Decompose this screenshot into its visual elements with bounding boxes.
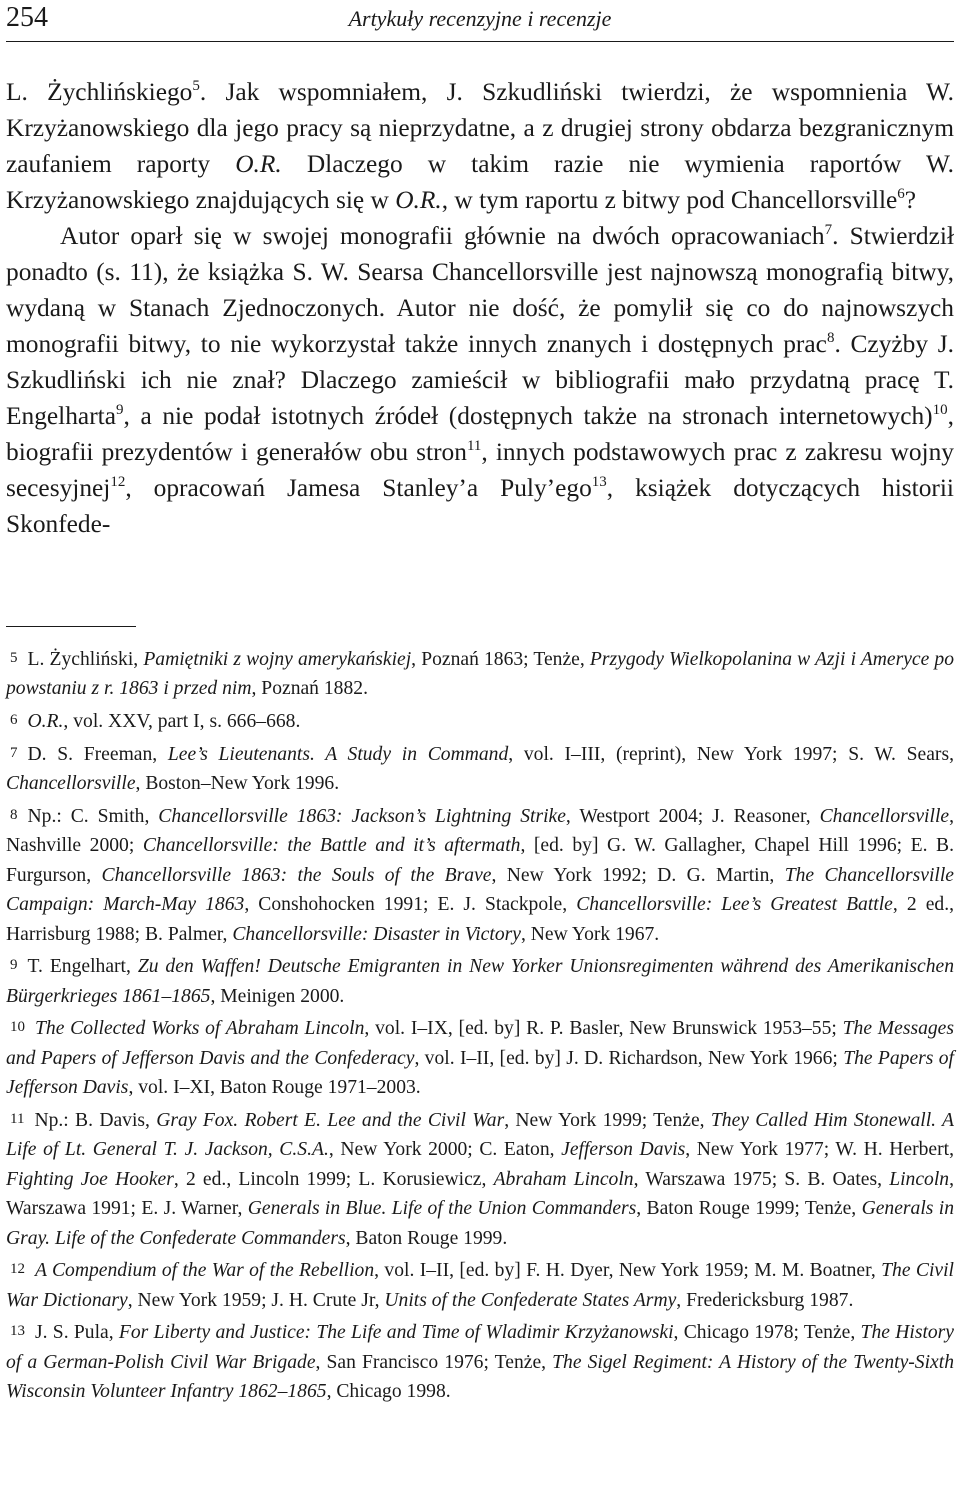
footnote-text: , New York 1959; J. H. Crute Jr, (127, 1289, 385, 1311)
footnote-title: For Liberty and Justice: The Life and Time of Wladimir Krzyżanowski (118, 1322, 674, 1344)
footnote-title: Chancellorsville (819, 805, 950, 827)
text-span: , w tym raportu z bitwy pod Chancellorsville (441, 186, 898, 214)
footnote-text: , vol. I–II, [ed. by] F. H. Dyer, New York 1959; M. M. Boatner, (374, 1260, 882, 1282)
footnote-number: 7 (10, 744, 18, 761)
footnote-number: 8 (10, 806, 18, 823)
footnote-text: , vol. I–IX, [ed. by] R. P. Basler, New Brunswick 1953–55; (364, 1018, 843, 1040)
footnote-text: , Poznań 1863; Tenże, (411, 649, 590, 670)
footnote-title: The Messages and Papers of Jefferson Davis and the Confederacy (6, 1018, 954, 1069)
footnote-text: , [ed. by] G. W. Gallagher, Chapel Hill 1996; E. B. Furgurson, (6, 835, 954, 886)
footnote-text: , Fredericksburg 1987. (676, 1289, 854, 1311)
footnote-title: Chancellorsville: Disaster in Victory (232, 923, 521, 945)
footnotes (6, 644, 954, 1409)
italic-abbrev: O.R. (235, 150, 282, 178)
footnote-text: L. Żychliński, (27, 649, 144, 670)
footnote-text: T. Engelhart, (27, 956, 138, 978)
footnote-title: They Called Him Stonewall. A Life of Lt. General T. J. Jackson, C.S.A. (6, 1109, 954, 1161)
footnote-5 (6, 644, 954, 704)
footnote-ref-6[interactable]: 6 (897, 186, 905, 202)
footnote-number: 6 (10, 712, 18, 729)
running-title: Artykuły recenzyjne i recenzje (348, 6, 612, 31)
page-number: 254 (6, 2, 48, 33)
main-text (6, 74, 954, 542)
footnote-text: , Nashville 2000; (6, 805, 954, 857)
footnote-title: Chancellorsville: Lee’s Greatest Battle (576, 894, 893, 916)
footnote-title: The Collected Works of Abraham Lincoln (35, 1018, 365, 1040)
footnote-text: , 2 ed., Harrisburg 1988; B. Palmer, (6, 894, 954, 945)
footnote-ref-10[interactable]: 10 (932, 402, 948, 418)
footnote-text: , Chicago 1978; Tenże, (673, 1322, 861, 1344)
footnote-7 (6, 739, 954, 799)
footnote-title: Abraham Lincoln (493, 1168, 634, 1190)
footnote-10 (6, 1013, 954, 1102)
footnote-text: D. S. Freeman, (27, 743, 168, 765)
footnote-title: Lincoln (889, 1168, 950, 1190)
footnote-text: , vol. I–XI, Baton Rouge 1971–2003. (128, 1077, 421, 1099)
footnote-title: Chancellorsville: the Battle and it’s aftermath (142, 835, 521, 857)
footnote-title: Chancellorsville 1863: Jackson’s Lightning Strike (158, 805, 566, 827)
footnote-title: O.R. (27, 711, 64, 733)
footnote-text: , 2 ed., Lincoln 1999; L. Korusiewicz, (173, 1168, 494, 1190)
footnote-text: , vol. I–III, (reprint), New York 1997; S. W. Sears, (508, 743, 954, 765)
footnote-12 (6, 1255, 954, 1315)
footnote-ref-12[interactable]: 12 (110, 474, 126, 490)
text-span: . Czyżby J. Szkudliński ich nie znał? Dlaczego zamieścił w bibliografii mało przydatną pracę T. Engelharta (6, 330, 954, 430)
footnote-text: , New York 1992; D. G. Martin, (491, 864, 785, 886)
footnote-text: , Meinigen 2000. (210, 985, 345, 1007)
footnote-ref-8[interactable]: 8 (826, 330, 835, 346)
footnote-title: A Compendium of the War of the Rebellion (35, 1260, 375, 1282)
footnote-text: , Warszawa 1975; S. B. Oates, (633, 1168, 890, 1190)
text-span: , książek dotyczących historii Skonfede- (6, 474, 954, 538)
footnote-title: Zu den Waffen! Deutsche Emigranten in New Yorker Unionsregimenten während des Amerikanischen Bürgerkrieges 1861–1865 (6, 956, 954, 1007)
footnote-number: 10 (10, 1019, 25, 1036)
text-span: , opracowań Jamesa Stanley’a Puly’ego (125, 474, 592, 502)
footnote-number: 5 (10, 650, 18, 666)
paragraph-2 (6, 218, 954, 542)
footnote-number: 9 (10, 957, 18, 974)
text-span: , innych podstawowych prac z zakresu wojny secesyjnej (6, 438, 954, 502)
footnote-title: The Civil War Dictionary (6, 1260, 954, 1311)
text-span: , biografii prezydentów i generałów obu stron (6, 402, 954, 466)
footnote-title: Chancellorsville (6, 773, 136, 795)
footnote-title: Lee’s Lieutenants. A Study in Command (167, 743, 509, 765)
text-span: L. Żychlińskiego (6, 78, 193, 106)
footnote-title: Fighting Joe Hooker (6, 1168, 174, 1190)
footnote-text: , vol. I–II, [ed. by] J. D. Richardson, New York 1966; (414, 1047, 844, 1069)
footnote-11 (6, 1105, 954, 1253)
footnote-number: 11 (10, 1110, 25, 1127)
footnote-text: , New York 2000; C. Eaton, (328, 1139, 562, 1161)
footnote-text: , Baton Rouge 1999. (345, 1227, 508, 1249)
paragraph-1 (6, 74, 954, 218)
text-span: Autor oparł się w swojej monografii głównie na dwóch opracowaniach (60, 222, 825, 250)
footnote-separator (6, 626, 136, 627)
footnote-text: J. S. Pula, (35, 1322, 119, 1344)
footnote-text: Np.: C. Smith, (27, 805, 159, 827)
footnote-text: , Westport 2004; J. Reasoner, (565, 805, 820, 827)
footnote-title: Generals in Blue. Life of the Union Commanders (247, 1198, 637, 1220)
italic-abbrev: O.R. (395, 186, 442, 214)
footnote-title: Jefferson Davis (561, 1139, 686, 1161)
footnote-ref-11[interactable]: 11 (466, 438, 482, 454)
footnote-9 (6, 951, 954, 1011)
footnote-title: The History of a German-Polish Civil War Brigade (6, 1322, 955, 1373)
footnote-text: , vol. XXV, part I, s. 666–668. (63, 711, 301, 733)
footnote-title: Units of the Confederate States Army (384, 1289, 677, 1311)
footnote-ref-13[interactable]: 13 (591, 474, 607, 490)
footnote-text: Np.: B. Davis, (34, 1109, 157, 1131)
footnote-text: , Poznań 1882. (251, 678, 368, 700)
footnote-title: Chancellorsville 1863: the Souls of the Brave (101, 864, 492, 886)
footnote-text: , Baton Rouge 1999; Tenże, (636, 1198, 862, 1220)
footnote-text: , New York 1967. (520, 923, 660, 945)
footnote-text: , San Francisco 1976; Tenże, (315, 1351, 553, 1373)
footnote-title: The Chancellorsville Campaign: March-May 1863 (6, 864, 954, 916)
footnote-number: 13 (10, 1323, 25, 1340)
text-span: Dlaczego w takim razie nie wymienia raportów W. Krzyżanowskiego znajdujących się w (6, 150, 954, 214)
footnote-ref-7[interactable]: 7 (824, 222, 833, 238)
footnote-ref-9[interactable]: 9 (115, 402, 124, 418)
footnote-8 (6, 801, 954, 949)
footnote-text: , New York 1999; Tenże, (504, 1109, 711, 1131)
footnote-6 (6, 706, 954, 736)
page-header (0, 0, 960, 40)
text-span: ? (904, 186, 917, 214)
text-span: . Stwierdził ponadto (s. 11), że książka S. W. Searsa Chancellorsville jest najnowszą monografią bitwy, wydaną w Stanach Zjednoczonych. Autor nie dość, że pomylił się co do najnowszych monografii bitwy, to nie wykorzystał także innych znanych i dostępnych prac (6, 222, 954, 358)
footnote-title: Pamiętniki z wojny amerykańskiej (143, 649, 412, 670)
footnote-ref-5[interactable]: 5 (192, 78, 200, 94)
footnote-text: , Chicago 1998. (326, 1381, 451, 1403)
footnote-title: The Sigel Regiment: A History of the Twenty-Sixth Wisconsin Volunteer Infantry 1862–1865 (6, 1351, 954, 1403)
header-rule (6, 41, 954, 42)
footnote-title: Generals in Gray. Life of the Confederate Commanders (6, 1198, 955, 1249)
footnote-text: , Boston–New York 1996. (135, 773, 340, 795)
text-span: . Jak wspomniałem, J. Szkudliński twierdzi, że wspomnienia W. Krzyżanowskiego dla jego pracy są nieprzydatne, a z drugiej strony obdarza bezgranicznym zaufaniem raporty (6, 78, 954, 178)
footnote-text: , Warszawa 1991; E. J. Warner, (6, 1168, 954, 1220)
text-span: , a nie podał istotnych źródeł (dostępnych także na stronach internetowych) (123, 402, 933, 430)
footnote-title: The Papers of Jefferson Davis (6, 1047, 954, 1099)
footnote-number: 12 (10, 1261, 25, 1278)
footnote-text: , Conshohocken 1991; E. J. Stackpole, (244, 894, 577, 916)
footnote-13 (6, 1317, 954, 1406)
footnote-title: Gray Fox. Robert E. Lee and the Civil War (156, 1109, 505, 1131)
footnote-text: , New York 1977; W. H. Herbert, (685, 1139, 954, 1161)
footnote-title: Przygody Wielkopolanina w Azji i Ameryce po powstaniu z r. 1863 i przed nim (6, 649, 955, 700)
